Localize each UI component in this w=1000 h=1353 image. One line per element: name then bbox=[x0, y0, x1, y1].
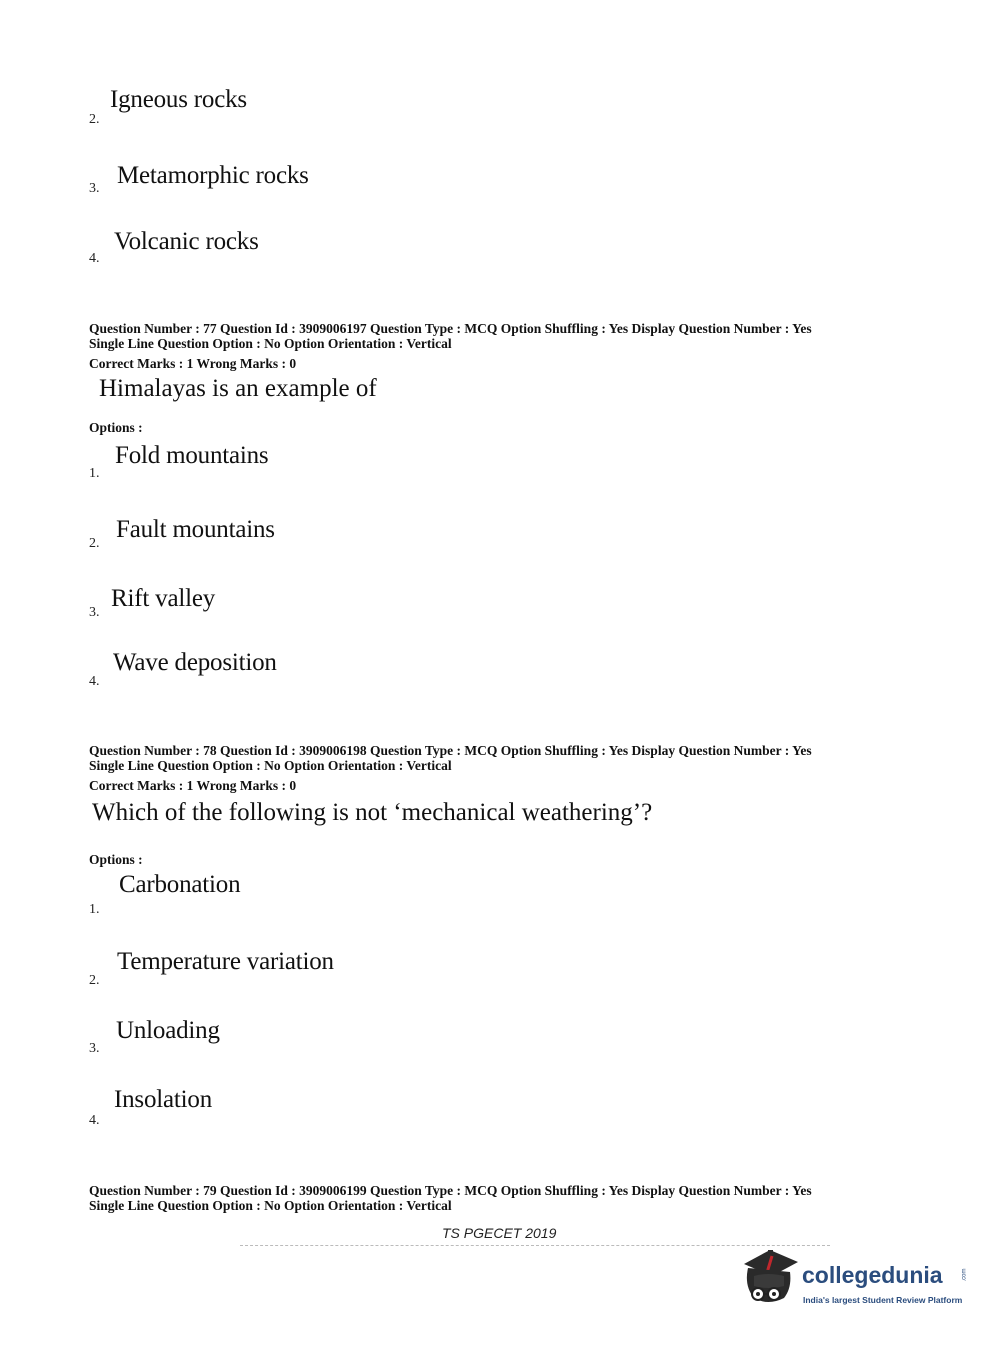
question-marks: Correct Marks : 1 Wrong Marks : 0 bbox=[89, 778, 297, 793]
option-number: 3. bbox=[89, 605, 100, 620]
mascot-icon bbox=[740, 1246, 802, 1308]
question-text: Which of the following is not ‘mechanical weathering’? bbox=[92, 799, 653, 826]
option-text: Metamorphic rocks bbox=[117, 162, 309, 189]
option-text: Insolation bbox=[114, 1086, 212, 1113]
question-meta-line1: Question Number : 78 Question Id : 3909006198 Question Type : MCQ Option Shuffling : Yes Display Question Number : Yes bbox=[89, 743, 812, 758]
option-text: Fold mountains bbox=[115, 442, 269, 469]
option-number: 2. bbox=[89, 536, 100, 551]
option-text: Wave deposition bbox=[113, 649, 277, 676]
question-meta-line1: Question Number : 77 Question Id : 3909006197 Question Type : MCQ Option Shuffling : Yes Display Question Number : Yes bbox=[89, 321, 812, 336]
option-number: 1. bbox=[89, 466, 100, 481]
option-number: 3. bbox=[89, 181, 100, 196]
option-text: Temperature variation bbox=[117, 948, 334, 975]
option-text: Unloading bbox=[116, 1017, 220, 1044]
logo-wordmark: collegedunia bbox=[802, 1262, 943, 1288]
option-text: Fault mountains bbox=[116, 516, 275, 543]
option-number: 4. bbox=[89, 674, 100, 689]
option-number: 4. bbox=[89, 251, 100, 266]
question-meta-line1: Question Number : 79 Question Id : 3909006199 Question Type : MCQ Option Shuffling : Yes Display Question Number : Yes bbox=[89, 1183, 812, 1198]
options-label: Options : bbox=[89, 852, 143, 867]
option-number: 2. bbox=[89, 112, 100, 127]
question-marks: Correct Marks : 1 Wrong Marks : 0 bbox=[89, 356, 297, 371]
logo-domain-suffix: .com bbox=[961, 1268, 968, 1282]
question-meta-line2: Single Line Question Option : No Option Orientation : Vertical bbox=[89, 336, 452, 351]
question-meta-line2: Single Line Question Option : No Option Orientation : Vertical bbox=[89, 1198, 452, 1213]
option-text: Volcanic rocks bbox=[114, 228, 259, 255]
options-label: Options : bbox=[89, 420, 143, 435]
option-text: Igneous rocks bbox=[110, 86, 247, 113]
option-number: 2. bbox=[89, 973, 100, 988]
option-number: 4. bbox=[89, 1113, 100, 1128]
option-text: Carbonation bbox=[119, 871, 241, 898]
question-meta-line2: Single Line Question Option : No Option Orientation : Vertical bbox=[89, 758, 452, 773]
option-text: Rift valley bbox=[111, 585, 216, 612]
option-number: 3. bbox=[89, 1041, 100, 1056]
footer-exam-name: TS PGECET 2019 bbox=[442, 1225, 557, 1241]
option-number: 1. bbox=[89, 902, 100, 917]
logo-tagline: India's largest Student Review Platform bbox=[803, 1295, 963, 1305]
question-text: Himalayas is an example of bbox=[99, 375, 377, 402]
